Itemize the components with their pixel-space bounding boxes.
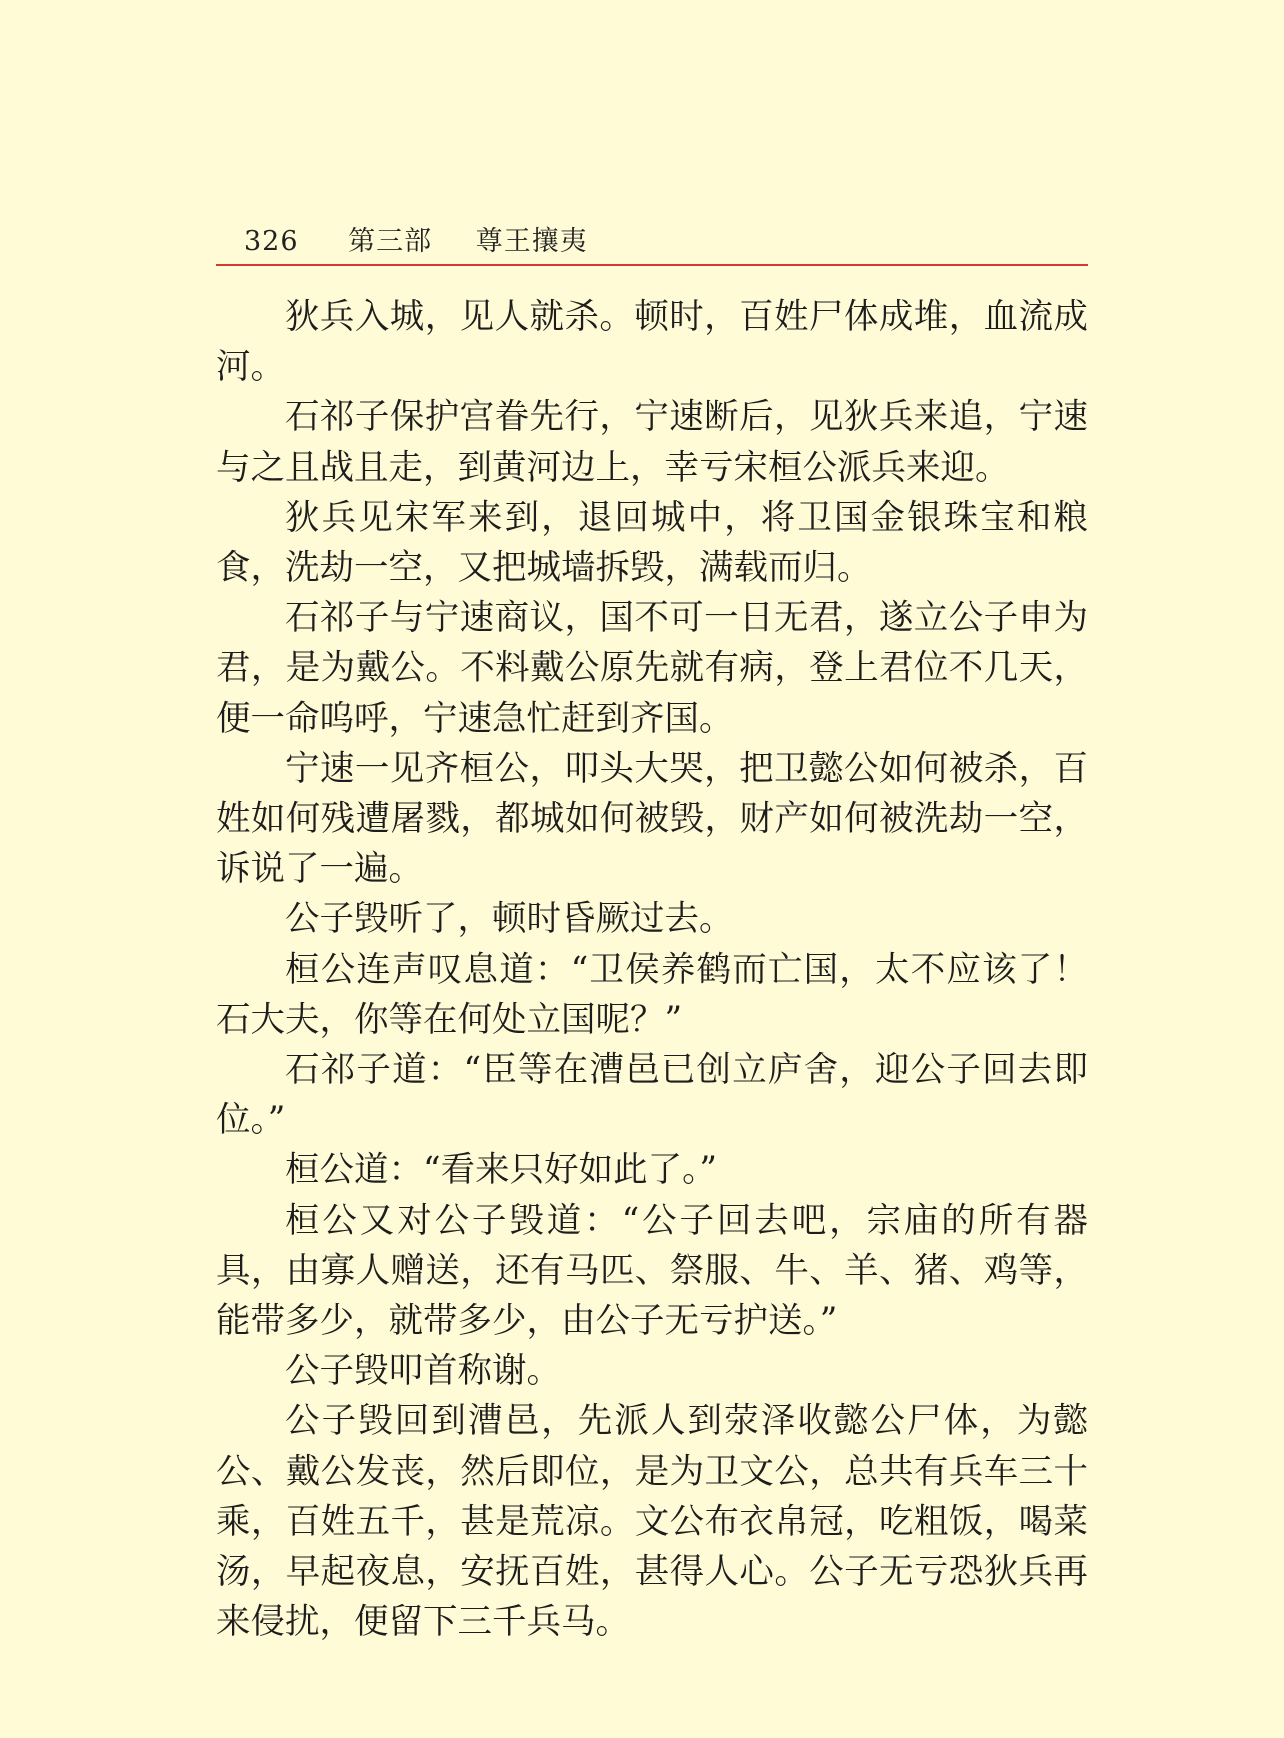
- paragraph: 公子毁回到漕邑，先派人到荥泽收懿公尸体，为懿公、戴公发丧，然后即位，是为卫文公，总共有兵车三十乘，百姓五千，甚是荒凉。文公布衣帛冠，吃粗饭，喝菜汤，早起夜息，安抚百姓，甚得人心。公子无亏恐狄兵再来侵扰，便留下三千兵马。: [216, 1401, 1088, 1643]
- part-label: 第三部: [348, 226, 433, 257]
- paragraph: 狄兵入城，见人就杀。顿时，百姓尸体成堆，血流成河。: [216, 297, 1088, 388]
- chapter-title: 尊王攘夷: [475, 226, 588, 257]
- paragraph: 桓公道：“看来只好如此了。”: [285, 1150, 718, 1191]
- paragraph: 公子毁听了，顿时昏厥过去。: [285, 899, 734, 940]
- body-text: [216, 292, 1088, 1647]
- paragraph: 宁速一见齐桓公，叩头大哭，把卫懿公如何被杀，百姓如何残遭屠戮，都城如何被毁，财产如何被洗劫一空，诉说了一遍。: [216, 748, 1088, 890]
- paragraph: 狄兵见宋军来到，退回城中，将卫国金银珠宝和粮食，洗劫一空，又把城墙拆毁，满载而归。: [216, 497, 1088, 589]
- running-head: [244, 219, 1084, 259]
- header-rule: [216, 264, 1088, 266]
- paragraph: 石祁子保护宫眷先行，宁速断后，见狄兵来追，宁速与之且战且走，到黄河边上，幸亏宋桓公派兵来迎。: [216, 397, 1088, 488]
- page-number: 326: [244, 226, 299, 257]
- paragraph: 公子毁叩首称谢。: [285, 1351, 561, 1392]
- paragraph: 石祁子与宁速商议，国不可一日无君，遂立公子申为君，是为戴公。不料戴公原先就有病，登上君位不几天，便一命呜呼，宁速急忙赶到齐国。: [216, 598, 1088, 739]
- paragraph: 桓公连声叹息道：“卫侯养鹤而亡国，太不应该了！石大夫，你等在何处立国呢？”: [216, 949, 1088, 1040]
- paragraph: 石祁子道：“臣等在漕邑已创立庐舍，迎公子回去即位。”: [216, 1050, 1088, 1141]
- paragraph: 桓公又对公子毁道：“公子回去吧，宗庙的所有器具，由寡人赠送，还有马匹、祭服、牛、羊、猪、鸡等，能带多少，就带多少，由公子无亏护送。”: [216, 1200, 1088, 1342]
